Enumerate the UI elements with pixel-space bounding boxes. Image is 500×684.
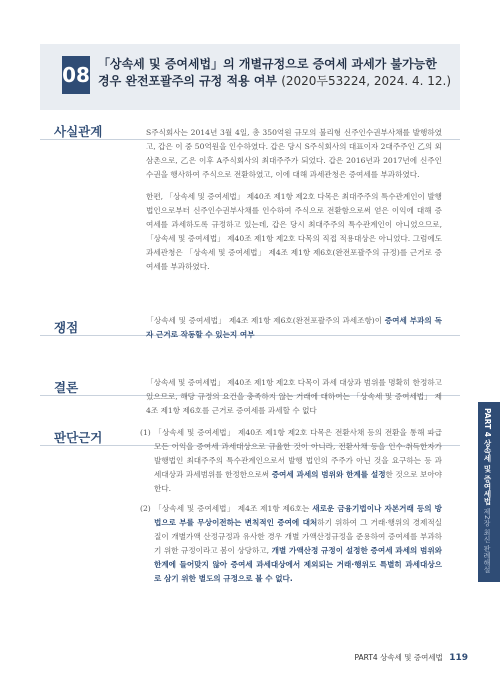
- item-text: [154, 502, 442, 586]
- reasoning-body: [140, 426, 442, 592]
- section-label-conclusion: 결론: [54, 380, 79, 395]
- case-reference: (2020두53224, 2024. 4. 12.): [281, 74, 452, 88]
- facts-paragraph-2: 한편, 「상속세 및 증여세법」 제40조 제1항 제2호 다목은 최대주주의 특수관계인이 발행법인으로부터 신주인수권부사채를 인수하여 주식으로 전환함으로써 얻은 이익에 대해 증여세를 과세하도록 규정하고 있는데, 갑은 당시 최대주주의 특수관계인이 아니었으므로, 「상속세 및 증여세법」 제40조 제1항 제2호 다목의 직접 적용대상은 아니었다. 그럼에도 과세관청은 「상속세 및 증여세법」 제4조 제1항 제6호(완전포괄주의 규정)를 근거로 증여세를 부과하였다.: [146, 192, 442, 271]
- issue-body: [146, 314, 442, 342]
- side-chapter-tab: [478, 402, 500, 582]
- issue-highlight: 증여세 부과의 독자 근거로 작동할 수 있는지 여부: [146, 316, 442, 339]
- case-title: [98, 56, 458, 90]
- section-label-reasoning: 판단근거: [54, 430, 103, 445]
- side-tab-subtitle: 제2장 최신 판례해설: [483, 508, 491, 573]
- conclusion-body: 「상속세 및 증여세법」 제40조 제1항 제2호 다목이 과세 대상과 범위를 명확히 한정하고 있으므로, 해당 규정의 요건을 충족하지 않는 거래에 대하여는 「상속세 및 증여세법」 제4조 제1항 제6호를 근거로 증여세를 과세할 수 없다: [146, 378, 442, 415]
- section-label-issue: 쟁점: [54, 320, 79, 335]
- title-line-2-text: 경우 완전포괄주의 규정 적용 여부: [98, 74, 278, 88]
- item-1-highlight: 증여세 과세의 범위와 한계를 설정: [271, 470, 386, 479]
- item-1-text: 「상속세 및 증여세법」 제40조 제1항 제2호 다목은 전환사채 등의 전환을 통해 파급 모든 이익을 증여세 과세대상으로 규율한 것이 아니라, 전환사채 등을 인수·취득한자가 발행법인 최대주주의 특수관계인으로서 발행 법인의 주주가 아닌 것을 요구하는 등 과세대상과 과세범위를 한정한으로써: [154, 428, 442, 479]
- item-1-end: 한 것으로 보아야 한다.: [154, 470, 442, 493]
- reasoning-item-2: [140, 502, 442, 586]
- item-number: (1): [140, 428, 151, 437]
- issue-text: 「상속세 및 증여세법」 제4조 제1항 제6호(완전포괄주의 과세조항)이: [146, 316, 385, 325]
- page-number: 119: [449, 653, 468, 663]
- facts-body: [146, 126, 442, 282]
- title-line-2: [98, 73, 458, 90]
- case-number-badge: 08: [62, 56, 90, 94]
- page-footer: [355, 652, 469, 663]
- item-2-highlight-2: 개별 가액산정 규정이 설정한 증여세 과세의 범위와 한계에 들어맞지 않아 증여세 과세대상에서 제외되는 거래·행위도 특별히 과세대상으로 삼기 위한 별도의 규정으로 볼 수 없다.: [154, 546, 442, 583]
- item-text: [154, 426, 442, 496]
- footer-label: PART4 상속세 및 증여세법: [354, 653, 443, 662]
- item-2-highlight-1: 새로운 금융기법이나 자본거래 등의 방법으로 부를 무상이전하는 변칙적인 증여에 대처: [154, 504, 442, 527]
- section-label-facts: 사실관계: [54, 124, 103, 139]
- reasoning-item-1: [140, 426, 442, 496]
- item-number: (2): [140, 504, 151, 513]
- item-2-middle: 하기 위하여 그 거래·행위의 경제적실질이 개별가액 산정규정과 유사한 경우 개별 가액산정규정을 준용하여 증여세를 부과하기 위한 규정이라고 봄이 상당하고,: [154, 518, 442, 555]
- side-tab-part: PART 4 상속세 및 증여세법: [483, 408, 492, 505]
- title-line-1: 「상속세 및 증여세법」의 개별규정으로 증여세 과세가 불가능한: [98, 57, 437, 71]
- facts-paragraph-1: S주식회사는 2014년 3월 4일, 총 350억원 규모의 불리형 신주인수권부사채를 발행하였고, 갑은 이 중 50억원을 인수하였다. 갑은 당시 S주식회사의 대표이자 2대주주인 乙의 외삼촌으로, 乙은 이후 A주식회사의 최대주주가 되었다. 갑은 2016년과 2017년에 신주인수권을 행사하여 주식으로 전환하였고, 이에 대해 과세관청은 증여세를 부과하였다.: [146, 128, 442, 179]
- item-2-text: 「상속세 및 증여세법」 제4조 제1항 제6호는: [154, 504, 313, 513]
